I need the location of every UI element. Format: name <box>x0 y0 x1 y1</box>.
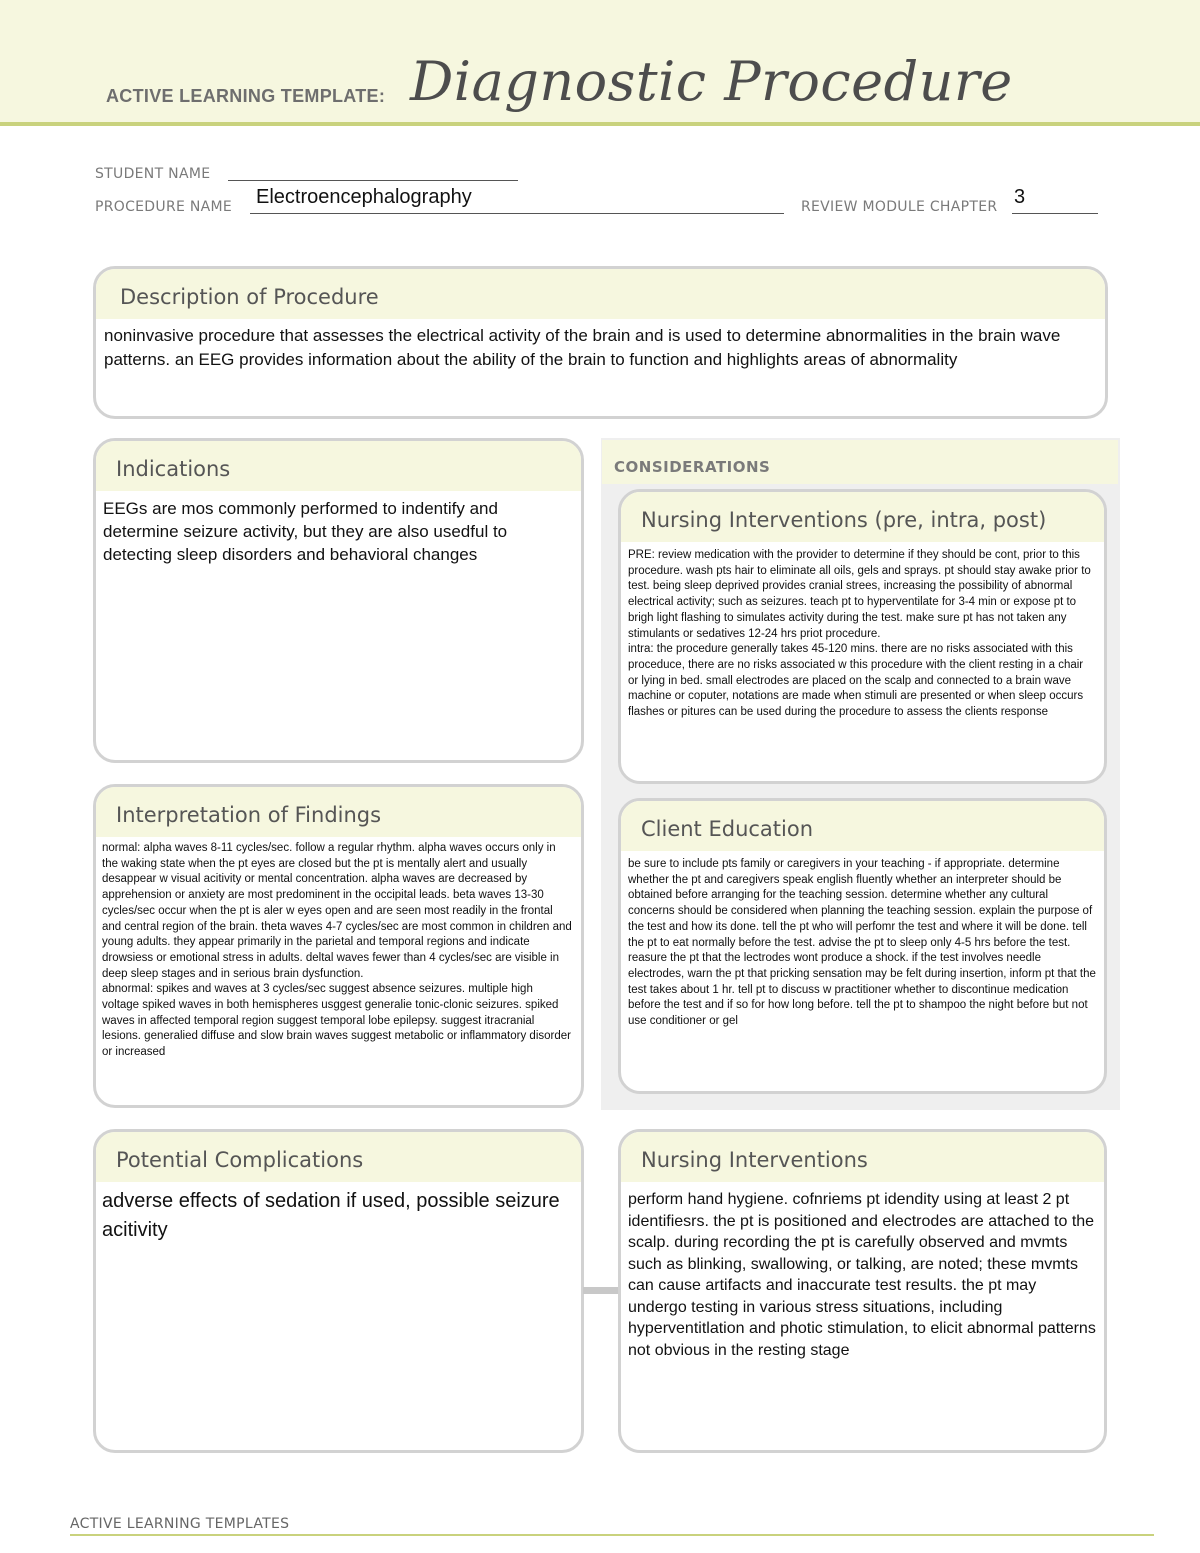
interpretation-title: Interpretation of Findings <box>96 787 581 837</box>
nursing-pre-intra-post-text: PRE: review medication with the provider to determine if they should be cont, prior to this procedure. wash pts hair to eliminate all oils, gels and sprays. pt should stay awake prior to test. being sleep deprived provides cranial strees, increasing the possibility of abnormal electrical activity; such as seizures. teach pt to hyperventilate for 3-4 min or expose pt to brigh light flashing to simulates activity during the test. make sure pt has not taken any stimulants or sedatives 12-24 hrs priot procedure. intra: the procedure generally takes 45-120 mins. there are no risks associated with this proceduce, there are no risks associated w this procedure with the client resting in a chair or lying in bed. small electrodes are placed on the scalp and connected to a brain wave machine or coputer, notations are made when stimuli are presented or when sleep occurs flashes or pitures can be used during the procedure to assess the clients response <box>628 549 1091 719</box>
client-education-box <box>618 798 1107 1094</box>
nursing-pre-intra-post-box <box>618 489 1107 784</box>
considerations-title: CONSIDERATIONS <box>614 458 771 476</box>
complications-box <box>93 1129 584 1453</box>
indications-box <box>93 438 584 763</box>
review-module-label: REVIEW MODULE CHAPTER <box>801 199 998 215</box>
template-label: ACTIVE LEARNING TEMPLATE: <box>106 86 386 106</box>
procedure-name-value[interactable]: Electroencephalography <box>256 186 472 208</box>
description-box <box>93 266 1108 419</box>
description-text: noninvasive procedure that assesses the electrical activity of the brain and is used to determine abnormalities in the brain wave patterns. an EEG provides information about the ability of the brain to function and highlights areas of abnormality <box>104 326 1061 369</box>
complications-text: adverse effects of sedation if used, possible seizure acitivity <box>102 1190 560 1241</box>
nursing-interventions-title: Nursing Interventions <box>621 1132 1104 1182</box>
review-module-line[interactable] <box>1012 213 1098 214</box>
client-education-title: Client Education <box>621 801 1104 851</box>
template-title: Diagnostic Procedure <box>410 50 1013 113</box>
footer-label: ACTIVE LEARNING TEMPLATES <box>70 1516 290 1532</box>
interpretation-box <box>93 784 584 1108</box>
header-divider <box>0 122 1200 126</box>
interpretation-text: normal: alpha waves 8-11 cycles/sec. follow a regular rhythm. alpha waves occurs only in the waking state when the pt eyes are closed but the pt is mentally alert and usually desappear w visual acitivity or mental concentration. alpha waves are decreased by apprehension or anxiety are most predominent in the occipital leads. beta waves 13-30 cycles/sec occur when the pt is aler w eyes open and are seen most readily in the frontal and central region of the brain. theta waves 4-7 cycles/sec are most common in children and young adults. they appear primarily in the parietal and temporal regions and indicate drowsiess or emotional stress in adults. deltal waves fewer than 4 cycles/sec are visible in deep sleep stages and in serious brain dysfunction. abnormal: spikes and waves at 3 cycles/sec suggest absence seizures. multiple high voltage spiked waves in both hemispheres usggest generalie tonic-clonic seizures. spiked waves in affected temporal region suggest temporal lobe epilepsy. suggest itracranial lesions. generalied diffuse and slow brain waves suggest metabolic or inflammatory disorder or increased <box>102 842 572 1059</box>
procedure-name-label: PROCEDURE NAME <box>95 199 233 215</box>
indications-text: EEGs are mos commonly performed to indentify and determine seizure activity, but they are also usedful to detecting sleep disorders and behavioral changes <box>103 499 508 564</box>
connector-bar <box>583 1287 621 1294</box>
student-name-label: STUDENT NAME <box>95 166 211 182</box>
nursing-pre-intra-post-title: Nursing Interventions (pre, intra, post) <box>621 492 1104 542</box>
nursing-interventions-box <box>618 1129 1107 1453</box>
complications-title: Potential Complications <box>96 1132 581 1182</box>
indications-title: Indications <box>96 441 581 491</box>
client-education-text: be sure to include pts family or caregivers in your teaching - if appropriate. determine whether the pt and caregivers speak english fluently whether an interpreter should be obtained before arranging for the teaching session. determine whether any cultural concerns should be considered when planning the teaching session. explain the purpose of the test and how its done. tell the pt who will perfomr the test and where it will be done. tell the pt to eat normally before the test. advise the pt to sleep only 4-5 hrs before the test. reasure the pt that the lectrodes wont produce a shock. if the test involves needle electrodes, warn the pt that pricking sensation may be felt during insertion, inform pt that the test takes about 1 hr. tell pt to discuss w practitioner whether to discontinue medication before the test and if so for how long before. tell the pt to shampoo the night before but not use conditioner or gel <box>628 858 1096 1028</box>
review-module-value[interactable]: 3 <box>1014 186 1026 208</box>
student-name-line[interactable] <box>228 180 518 181</box>
footer-divider <box>70 1534 1154 1536</box>
description-title: Description of Procedure <box>96 269 1105 319</box>
nursing-interventions-text: perform hand hygiene. cofnriems pt idendity using at least 2 pt identifiesrs. the pt is positioned and electrodes are attached to the scalp. during recording the pt is carefully observed and mvmts such as blinking, swallowing, or talking, are noted; these mvmts can cause artifacts and inaccurate test results. the pt may undergo testing in various stress situations, including hyperventitlation and photic stimulation, to elicit abnormal patterns not obvious in the resting stage <box>628 1191 1096 1359</box>
procedure-name-line[interactable] <box>250 213 784 214</box>
